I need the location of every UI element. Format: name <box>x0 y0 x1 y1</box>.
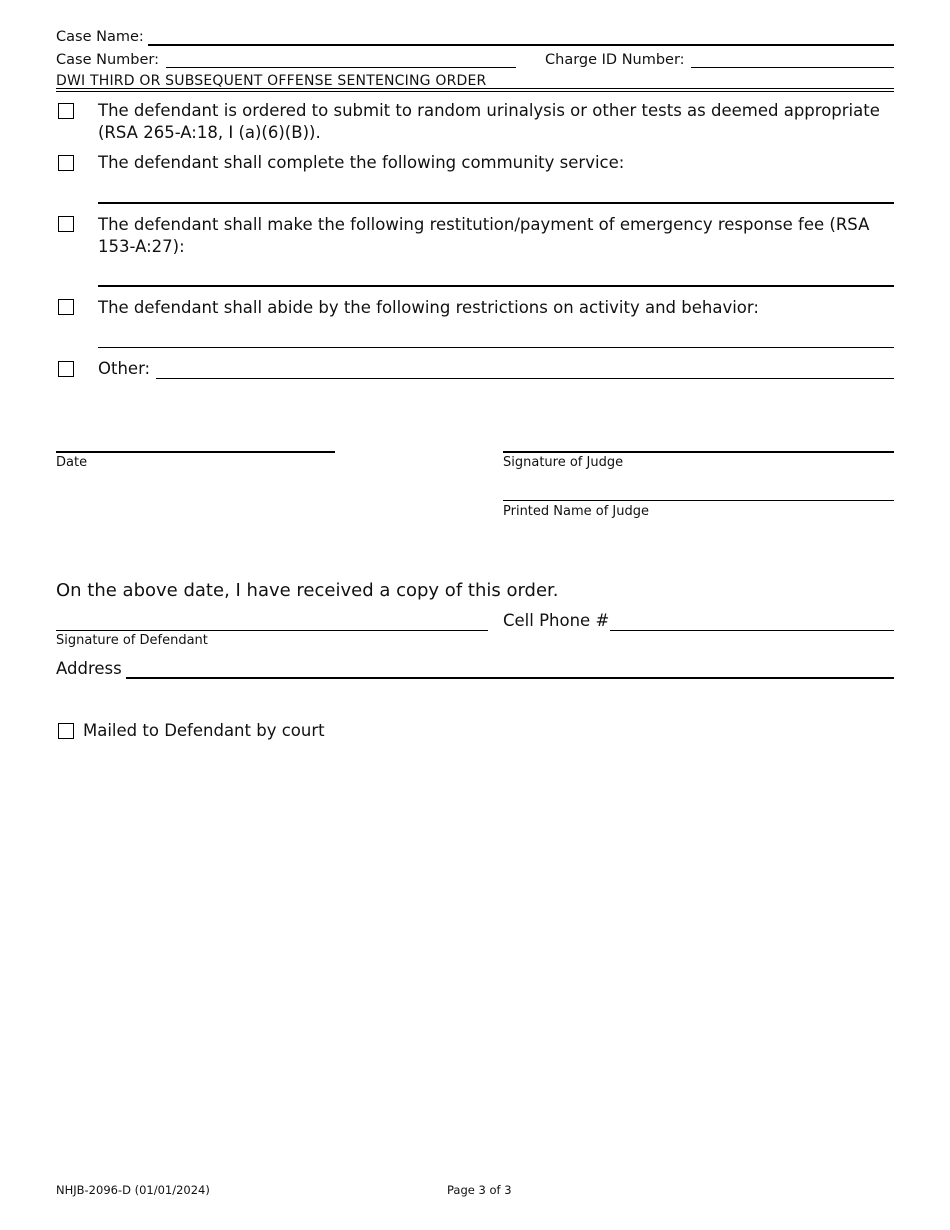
case-number-label: Case Number: <box>56 52 159 68</box>
address-field[interactable] <box>126 677 894 679</box>
restitution-checkbox[interactable] <box>58 216 74 232</box>
charge-id-label: Charge ID Number: <box>545 52 685 68</box>
defendant-signature-label: Signature of Defendant <box>56 633 208 648</box>
restrictions-field[interactable] <box>98 347 894 348</box>
other-field[interactable] <box>156 378 894 379</box>
judge-signature-label: Signature of Judge <box>503 455 624 470</box>
mailed-checkbox[interactable] <box>58 723 74 739</box>
judge-printed-name-label: Printed Name of Judge <box>503 504 650 519</box>
other-label: Other: <box>98 359 151 378</box>
case-number-field[interactable] <box>166 67 516 68</box>
community-service-text: The defendant shall complete the following community service: <box>98 153 625 172</box>
title-underline-2 <box>56 91 894 92</box>
restrictions-checkbox[interactable] <box>58 299 74 315</box>
address-label: Address <box>56 659 122 678</box>
community-service-checkbox[interactable] <box>58 155 74 171</box>
cell-phone-field[interactable] <box>610 630 894 631</box>
urinalysis-text: The defendant is ordered to submit to random urinalysis or other tests as deemed appropriate (RSA 265-A:18, I (a)(6)(B)). <box>98 101 880 142</box>
restitution-field[interactable] <box>98 285 894 287</box>
restitution-text: The defendant shall make the following restitution/payment of emergency response fee (RSA 153-A:27): <box>98 215 870 256</box>
mailed-label: Mailed to Defendant by court <box>83 721 325 740</box>
defendant-signature-field[interactable] <box>56 630 488 631</box>
judge-signature-field[interactable] <box>503 451 894 453</box>
form-id: NHJB-2096-D (01/01/2024) <box>56 1183 210 1197</box>
title-underline-1 <box>56 88 894 89</box>
other-checkbox[interactable] <box>58 361 74 377</box>
form-title: DWI THIRD OR SUBSEQUENT OFFENSE SENTENCING ORDER <box>56 73 487 89</box>
acknowledgement-statement: On the above date, I have received a copy of this order. <box>56 580 559 601</box>
restrictions-text: The defendant shall abide by the following restrictions on activity and behavior: <box>98 298 759 317</box>
date-field[interactable] <box>56 451 335 453</box>
cell-phone-label: Cell Phone # <box>503 611 610 630</box>
case-name-label: Case Name: <box>56 29 144 45</box>
judge-printed-name-field[interactable] <box>503 500 894 501</box>
urinalysis-checkbox[interactable] <box>58 103 74 119</box>
page-number: Page 3 of 3 <box>447 1183 512 1197</box>
charge-id-field[interactable] <box>691 67 894 68</box>
case-name-field[interactable] <box>148 44 894 46</box>
community-service-field[interactable] <box>98 202 894 204</box>
date-label: Date <box>56 455 88 470</box>
